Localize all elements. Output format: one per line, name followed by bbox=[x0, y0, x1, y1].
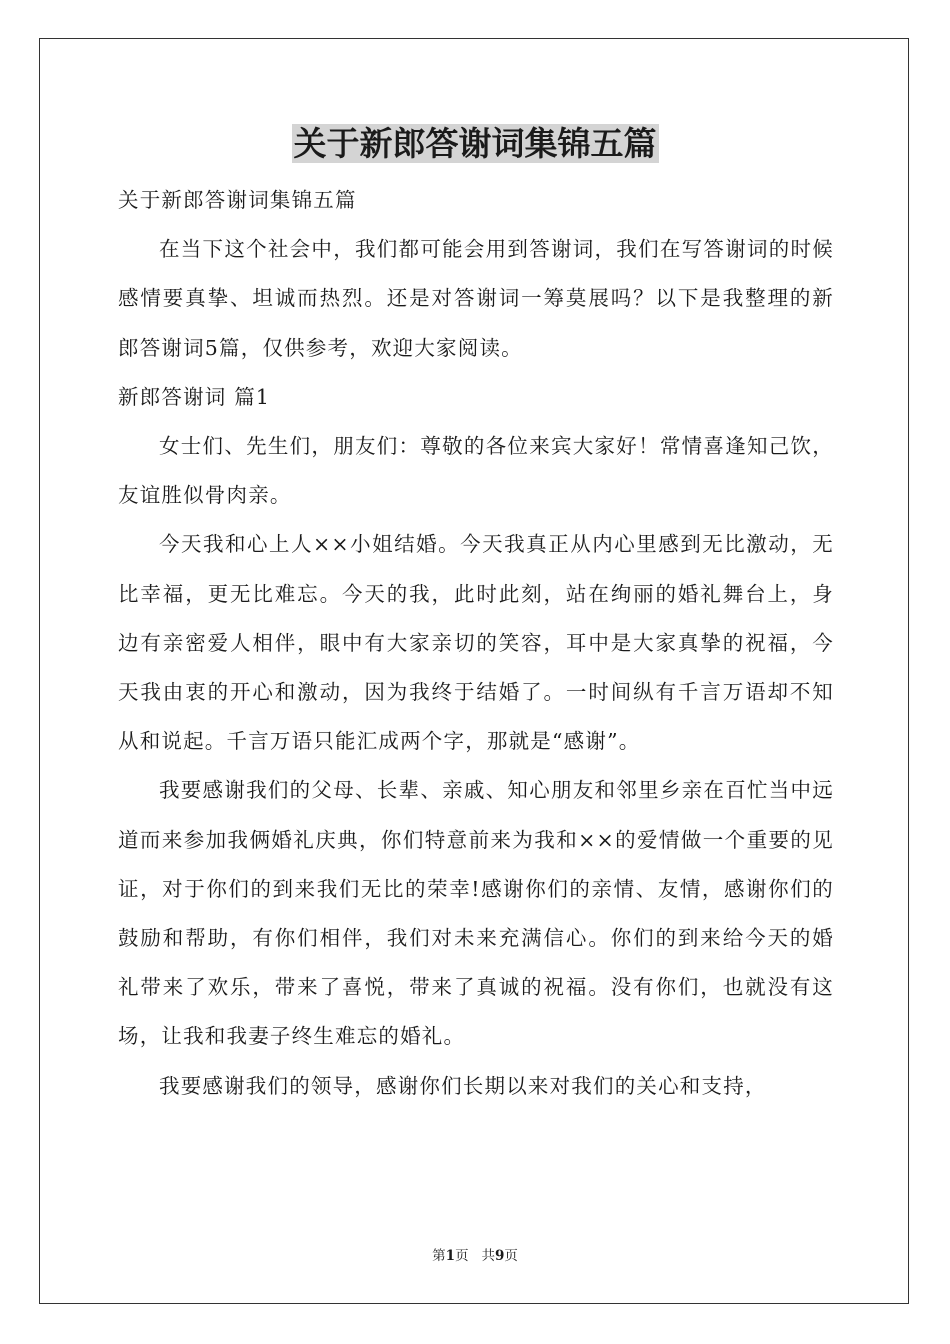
document-subtitle: 关于新郎答谢词集锦五篇 bbox=[118, 188, 357, 212]
paragraph-thanks-leaders: 我要感谢我们的领导，感谢你们长期以来对我们的关心和支持， bbox=[159, 1073, 767, 1098]
page-suffix: 页 bbox=[455, 1248, 469, 1264]
paragraph-greeting: 女士们、先生们，朋友们：尊敬的各位来宾大家好！常情喜逢知己饮，友谊胜似骨肉亲。 bbox=[118, 434, 834, 508]
document-title-text: 关于新郎答谢词集锦五篇 bbox=[293, 124, 657, 163]
paragraph-intro: 在当下这个社会中，我们都可能会用到答谢词，我们在写答谢词的时候感情要真挚、坦诚而热烈。还是对答谢词一筹莫展吗？以下是我整理的新郎答谢词5篇，仅供参考，欢迎大家阅读。 bbox=[118, 237, 834, 360]
page-footer bbox=[0, 1246, 950, 1266]
paragraph-thanks-family: 我要感谢我们的父母、长辈、亲戚、知心朋友和邻里乡亲在百忙当中远道而来参加我俩婚礼庆典，你们特意前来为我和××的爱情做一个重要的见证，对于你们的到来我们无比的荣幸!感谢你们的亲情、友情，感谢你们的鼓励和帮助，有你们相伴，我们对未来充满信心。你们的到来给今天的婚礼带来了欢乐，带来了喜悦，带来了真诚的祝福。没有你们，也就没有这场，让我和我妻子终生难忘的婚礼。 bbox=[118, 778, 834, 1049]
total-prefix: 共 bbox=[481, 1248, 495, 1264]
document-title bbox=[0, 122, 950, 166]
page-total: 9 bbox=[494, 1248, 505, 1264]
document-body bbox=[118, 176, 834, 1111]
paragraph-wedding: 今天我和心上人××小姐结婚。今天我真正从内心里感到无比激动，无比幸福，更无比难忘。今天的我，此时此刻，站在绚丽的婚礼舞台上，身边有亲密爱人相伴，眼中有大家亲切的笑容，耳中是大家真挚的祝福，今天我由衷的开心和激动，因为我终于结婚了。一时间纵有千言万语却不知从和说起。千言万语只能汇成两个字，那就是“感谢”。 bbox=[118, 532, 834, 754]
total-suffix: 页 bbox=[504, 1248, 518, 1264]
section-heading: 新郎答谢词 篇1 bbox=[118, 384, 271, 409]
page-prefix: 第 bbox=[432, 1248, 446, 1264]
page-current: 1 bbox=[445, 1248, 456, 1264]
